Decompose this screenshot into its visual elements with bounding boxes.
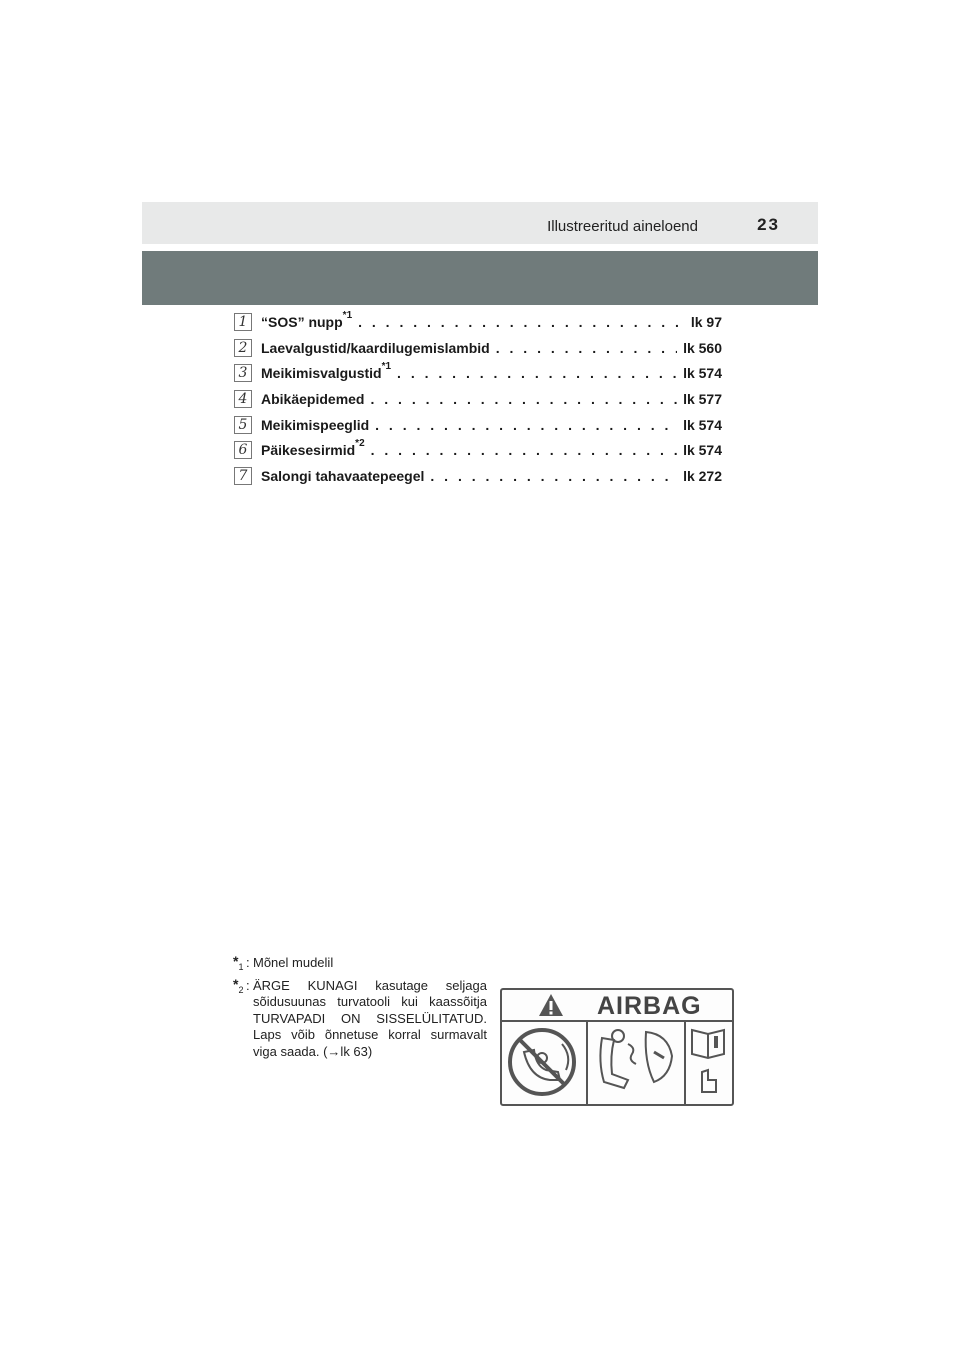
footnote: $*_2$ : ÄRGE KUNAGI kasutage seljaga sõidusuunas turvatooli kui kaassõitja TURVAPADI ON SISSELÜLITATUD. Laps võib õnnetuse korral surmavalt viga saada. (→lk 63): [233, 975, 487, 1059]
toc-page-ref: lk 577: [683, 391, 722, 408]
number-icon: 6: [234, 441, 252, 459]
toc-item[interactable]: [234, 312, 722, 338]
footnote-mark: $*_1$: [233, 953, 244, 972]
toc-item[interactable]: [234, 389, 722, 415]
toc-item[interactable]: [234, 338, 722, 364]
airbag-word: AIRBAG: [597, 992, 702, 1020]
leader-dots: [375, 417, 677, 433]
toc-list: [234, 312, 722, 492]
toc-page-ref: lk 560: [683, 339, 722, 356]
toc-label: Laevalgustid/kaardilugemislambid: [261, 339, 490, 356]
no-rear-facing-child-seat-icon: [502, 1022, 588, 1104]
toc-page-ref: lk 574: [683, 365, 722, 382]
warning-triangle-icon: [538, 993, 564, 1017]
number-icon: 4: [234, 390, 252, 408]
leader-dots: [397, 365, 677, 381]
leader-dots: [358, 314, 685, 330]
manual-book-icon: [686, 1022, 730, 1104]
toc-page-ref: lk 97: [690, 314, 722, 330]
toc-item[interactable]: [234, 466, 722, 492]
number-icon: 5: [234, 416, 252, 434]
toc-label: Salongi tahavaatepeegel: [261, 468, 425, 485]
footnote: $*_1$ : Mõnel mudelil: [233, 955, 487, 972]
leader-dots: [371, 442, 677, 458]
toc-label: Meikimisvalgustid$^{*1}$: [261, 361, 392, 382]
footnote-text: Mõnel mudelil: [253, 955, 334, 970]
toc-label: Päikesesirmid$^{*2}$: [261, 438, 365, 459]
toc-item[interactable]: [234, 440, 722, 466]
toc-page-ref: lk 574: [683, 442, 722, 459]
airbag-warning-label: [500, 988, 734, 1106]
leader-dots: [496, 340, 677, 356]
number-icon: 3: [234, 364, 252, 382]
toc-label: “SOS” nupp$^{*1}$: [261, 310, 353, 330]
airbag-label-header: [502, 990, 732, 1022]
toc-item[interactable]: [234, 415, 722, 441]
footnote-mark: $*_2$: [233, 975, 244, 995]
footnotes: [233, 955, 487, 1066]
leader-dots: [430, 468, 677, 484]
number-icon: 2: [234, 339, 252, 357]
leader-dots: [370, 391, 677, 407]
header-band: [142, 202, 818, 244]
toc-label: Meikimispeeglid: [261, 416, 370, 433]
page-number: 23: [757, 215, 780, 234]
section-title: Illustreeritud aineloend: [547, 218, 698, 235]
number-icon: 1: [234, 313, 252, 331]
airbag-deploy-icon: [588, 1022, 686, 1104]
toc-page-ref: lk 272: [683, 468, 722, 485]
toc-page-ref: lk 574: [683, 416, 722, 433]
toc-item[interactable]: [234, 363, 722, 389]
section-banner: [142, 251, 818, 305]
toc-label: Abikäepidemed: [261, 391, 365, 408]
number-icon: 7: [234, 467, 252, 485]
footnote-text: ÄRGE KUNAGI kasutage seljaga sõidusuunas turvatooli kui kaassõitja TURVAPADI ON SISSELÜLITATUD. Laps võib õnnetuse korral surmavalt viga saada. (→lk 63): [253, 977, 487, 1059]
